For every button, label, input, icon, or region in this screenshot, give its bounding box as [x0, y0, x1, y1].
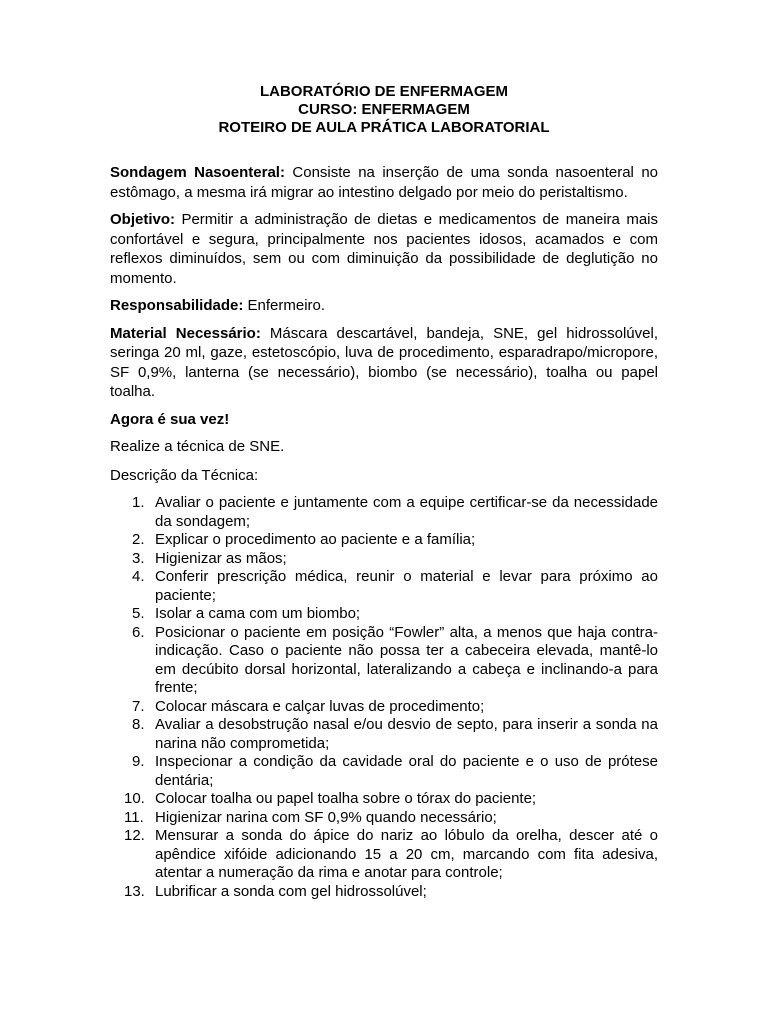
- technique-step: [110, 790, 658, 809]
- sondagem-paragraph: [110, 163, 658, 202]
- technique-step: [110, 827, 658, 883]
- step-text: Colocar toalha ou papel toalha sobre o tórax do paciente;: [155, 790, 537, 807]
- material-paragraph: [110, 324, 658, 402]
- objetivo-paragraph: [110, 210, 658, 288]
- responsabilidade-label: Responsabilidade:: [110, 297, 244, 314]
- header-course: CURSO: ENFERMAGEM: [298, 101, 470, 118]
- sondagem-text: Consiste na inserção de uma sonda nasoenteral no estômago, a mesma irá migrar ao intestino delgado por meio do peristaltismo.: [110, 164, 658, 201]
- sondagem-label: Sondagem Nasoenteral:: [110, 164, 285, 181]
- material-text: Máscara descartável, bandeja, SNE, gel hidrossolúvel, seringa 20 ml, gaze, estetoscópio, luva de procedimento, esparadrapo/micropore, SF 0,9%, lanterna (se necessário), biombo (se necessário), toalha ou papel toalha.: [110, 324, 658, 400]
- realize-line: Realize a técnica de SNE.: [110, 438, 285, 455]
- step-number: 7.: [132, 697, 145, 715]
- step-text: Explicar o procedimento ao paciente e a família;: [155, 531, 476, 548]
- technique-step: [110, 494, 658, 531]
- technique-step: [110, 716, 658, 753]
- agora-heading: Agora é sua vez!: [110, 410, 230, 428]
- technique-step: [110, 698, 658, 717]
- header-lab-title: LABORATÓRIO DE ENFERMAGEM: [259, 83, 509, 100]
- step-number: 6.: [132, 623, 145, 641]
- step-text: Avaliar a desobstrução nasal e/ou desvio de septo, para inserir a sonda na narina não comprometida;: [155, 716, 658, 752]
- responsabilidade-paragraph: [110, 296, 658, 316]
- step-number: 1.: [132, 494, 145, 511]
- step-number: 10.: [124, 790, 145, 807]
- technique-step: [110, 568, 658, 605]
- step-text: Mensurar a sonda do ápice do nariz ao lóbulo da orelha, descer até o apêndice xifóide adicionando 15 a 20 cm, marcando com fita adesiva, atentar a numeração da rima e anotar para controle;: [155, 827, 658, 881]
- technique-step: [110, 624, 658, 698]
- step-text: Higienizar narina com SF 0,9% quando necessário;: [155, 808, 497, 826]
- technique-step: [110, 550, 658, 569]
- header-script-title: ROTEIRO DE AULA PRÁTICA LABORATORIAL: [218, 119, 550, 136]
- technique-step: [110, 883, 658, 902]
- technique-step: [110, 753, 658, 790]
- step-text: Lubrificar a sonda com gel hidrossolúvel;: [155, 882, 427, 900]
- step-number: 9.: [132, 753, 145, 770]
- technique-step: [110, 531, 658, 550]
- step-text: Avaliar o paciente e juntamente com a equipe certificar-se da necessidade da sondagem;: [155, 494, 658, 530]
- step-number: 8.: [132, 716, 145, 733]
- technique-steps-list: [110, 494, 658, 901]
- step-number: 3.: [132, 549, 145, 567]
- step-text: Isolar a cama com um biombo;: [155, 605, 361, 622]
- document-header: [110, 83, 658, 137]
- step-number: 13.: [124, 882, 145, 900]
- objetivo-label: Objetivo:: [110, 211, 176, 228]
- responsabilidade-text: Enfermeiro.: [243, 297, 326, 314]
- step-text: Inspecionar a condição da cavidade oral do paciente e o uso de prótese dentária;: [155, 753, 658, 789]
- step-text: Colocar máscara e calçar luvas de procedimento;: [155, 697, 485, 715]
- step-text: Posicionar o paciente em posição “Fowler” alta, a menos que haja contra-indicação. Caso o paciente não possa ter a cabeceira elevada, mantê-lo em decúbito dorsal horizontal, lateralizando a cabeça e inclinando-a para frente;: [155, 623, 658, 696]
- step-number: 4.: [132, 568, 145, 585]
- objetivo-text: Permitir a administração de dietas e medicamentos de maneira mais confortável e segura, principalmente nos pacientes idosos, acamados e com reflexos diminuídos, sem ou com diminuição da possibilidade de deglutição no momento.: [110, 211, 658, 287]
- technique-step: [110, 809, 658, 828]
- step-text: Conferir prescrição médica, reunir o material e levar para próximo ao paciente;: [155, 568, 658, 604]
- step-number: 5.: [132, 605, 145, 622]
- step-number: 2.: [132, 531, 145, 548]
- step-text: Higienizar as mãos;: [155, 549, 287, 567]
- descricao-heading: Descrição da Técnica:: [110, 466, 259, 484]
- document-page: [110, 83, 658, 901]
- step-number: 11.: [124, 808, 144, 826]
- material-label: Material Necessário:: [110, 324, 261, 342]
- technique-step: [110, 605, 658, 624]
- step-number: 12.: [124, 827, 145, 844]
